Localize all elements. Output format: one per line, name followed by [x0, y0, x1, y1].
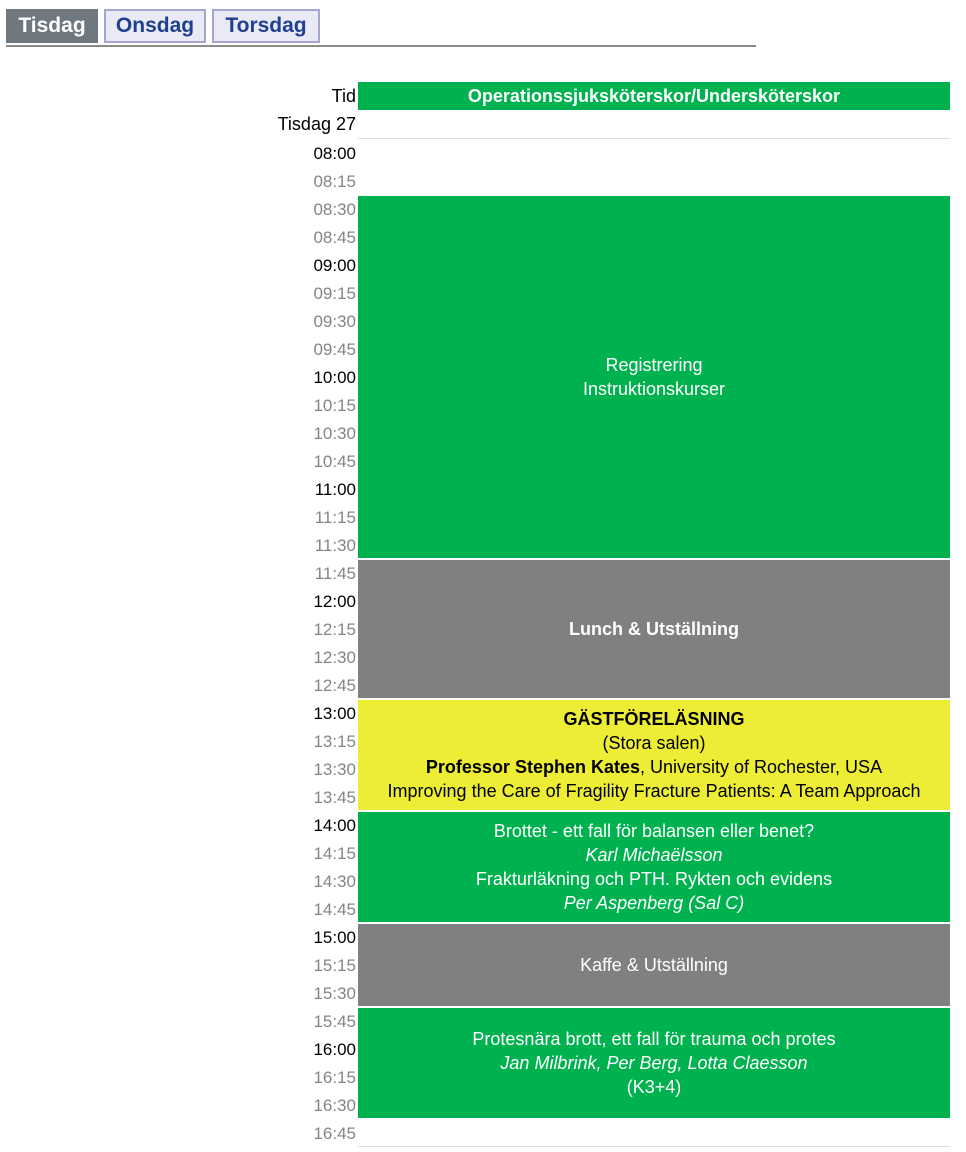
session-text: Lunch & Utställning [569, 619, 739, 639]
time-label: 16:00 [313, 1040, 356, 1059]
time-label: 12:45 [313, 676, 356, 695]
row-separator [358, 138, 950, 139]
time-label: 12:30 [313, 648, 356, 667]
session-block[interactable] [358, 700, 950, 810]
tab-torsdag[interactable]: Torsdag [212, 9, 320, 43]
time-label: 11:15 [314, 508, 356, 527]
time-label: 14:00 [313, 816, 356, 835]
session-block[interactable] [358, 924, 950, 1006]
day-label: Tisdag 27 [277, 114, 356, 134]
time-label: 13:00 [313, 704, 356, 723]
day-tab-bar [6, 9, 756, 47]
time-label: 15:00 [313, 928, 356, 947]
time-label: 11:00 [314, 480, 356, 499]
time-label: 08:15 [313, 172, 356, 191]
session-text: Protesnära brott, ett fall för trauma och protes [472, 1029, 836, 1049]
session-block[interactable] [358, 196, 950, 558]
time-label: 15:45 [313, 1012, 356, 1031]
time-label: 10:30 [313, 424, 356, 443]
tab-tisdag[interactable]: Tisdag [6, 9, 98, 43]
session-text: Kaffe & Utställning [580, 955, 728, 975]
time-label: 08:00 [313, 144, 356, 163]
time-label: 14:45 [313, 900, 356, 919]
session-text: Brottet - ett fall för balansen eller benet? [493, 821, 815, 841]
session-text: Jan Milbrink, Per Berg, Lotta Claesson [500, 1053, 808, 1073]
tab-onsdag[interactable]: Onsdag [104, 9, 206, 43]
session-text: , University of Rochester, USA [639, 757, 883, 777]
row-separator [358, 1146, 950, 1147]
session-text: (K3+4) [626, 1077, 682, 1097]
time-label: 08:30 [313, 200, 356, 219]
time-label: 15:15 [313, 956, 356, 975]
time-label: 13:45 [313, 788, 356, 807]
time-label: 14:30 [313, 872, 356, 891]
time-label: 12:00 [313, 592, 356, 611]
session-text: GÄSTFÖRELÄSNING [563, 709, 745, 729]
time-label: 12:15 [313, 620, 356, 639]
time-column-header: Tid [331, 86, 356, 106]
time-label: 10:00 [313, 368, 356, 387]
time-label: 10:15 [313, 396, 356, 415]
time-label: 10:45 [313, 452, 356, 471]
session-text: Frakturläkning och PTH. Rykten och evidens [475, 869, 833, 889]
time-label: 09:30 [313, 312, 356, 331]
time-label: 13:15 [313, 732, 356, 751]
time-label: 09:00 [313, 256, 356, 275]
time-label: 15:30 [313, 984, 356, 1003]
session-text: Per Aspenberg (Sal C) [563, 893, 745, 913]
track-header: Operationssjuksköterskor/Undersköterskor [358, 82, 950, 110]
time-label: 16:15 [313, 1068, 356, 1087]
time-label: 08:45 [313, 228, 356, 247]
session-line [426, 755, 882, 779]
time-label: 11:45 [314, 564, 356, 583]
session-text: Registrering [605, 355, 703, 375]
session-block[interactable] [358, 560, 950, 698]
session-text: Karl Michaëlsson [585, 845, 723, 865]
session-block[interactable] [358, 1008, 950, 1118]
time-label: 09:15 [313, 284, 356, 303]
session-text: Improving the Care of Fragility Fracture Patients: A Team Approach [387, 781, 921, 801]
time-label: 14:15 [313, 844, 356, 863]
time-label: 16:30 [313, 1096, 356, 1115]
session-text: Instruktionskurser [582, 379, 726, 399]
time-label: 11:30 [314, 536, 356, 555]
session-text: Professor Stephen Kates [425, 757, 640, 777]
time-label: 13:30 [313, 760, 356, 779]
session-block[interactable] [358, 812, 950, 922]
time-label: 16:45 [313, 1124, 356, 1143]
session-text: (Stora salen) [602, 733, 706, 753]
time-label: 09:45 [313, 340, 356, 359]
